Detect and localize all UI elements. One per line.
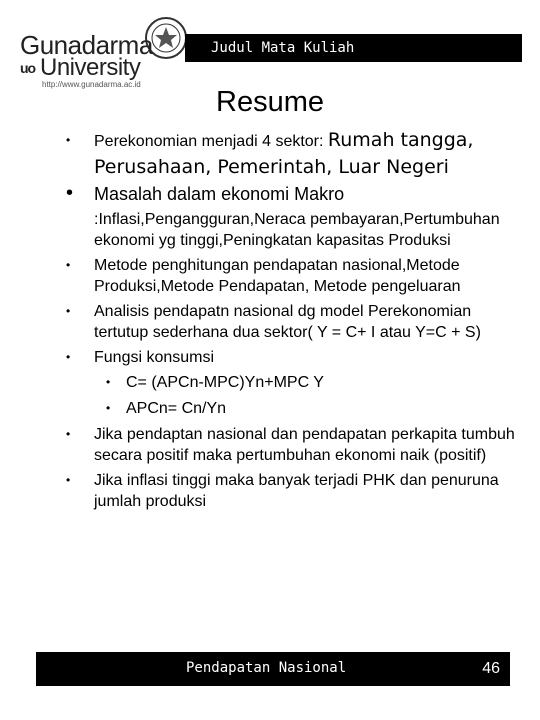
list-item-text: Perekonomian menjadi 4 sektor: xyxy=(94,133,328,150)
sub-list-item xyxy=(94,398,516,419)
sub-list-item-text: APCn= Cn/Yn xyxy=(126,400,227,417)
footer-bar xyxy=(36,652,510,686)
list-item-text-line2: Perusahaan, Pemerintah, Luar Negeri xyxy=(94,156,449,178)
bullet-icon: • xyxy=(66,304,71,318)
bullet-icon: • xyxy=(66,473,71,487)
list-item-text: Jika inflasi tinggi maka banyak terjadi PHK dan penuruna jumlah produksi xyxy=(94,472,499,510)
sub-list-item xyxy=(94,372,516,393)
list-item-text-tail: Rumah tangga, xyxy=(327,129,474,151)
bullet-icon: • xyxy=(66,350,71,364)
list-item xyxy=(66,470,516,512)
logo-text-gunadarma: Gunadarma xyxy=(20,30,153,60)
bullet-icon: • xyxy=(106,375,111,389)
bullet-list xyxy=(66,130,516,516)
bullet-icon: • xyxy=(66,182,74,204)
list-item xyxy=(66,347,516,368)
list-item xyxy=(66,182,516,207)
list-item-text: Masalah dalam ekonomi Makro xyxy=(94,184,345,204)
logo-prefix: uo xyxy=(20,60,36,76)
sub-list-item-text: C= (APCn-MPC)Yn+MPC Y xyxy=(126,374,324,391)
list-item-text: Fungsi konsumsi xyxy=(94,349,215,366)
list-item-text: :Inflasi,Pengangguran,Neraca pembayaran,Pertumbuhan ekonomi yg tinggi,Peningkatan kapasitas Produksi xyxy=(94,211,500,249)
list-item-text: Metode penghitungan pendapatan nasional,Metode Produksi,Metode Pendapatan, Metode pengeluaran xyxy=(94,257,461,295)
header-title: Judul Mata Kuliah xyxy=(211,40,355,56)
bullet-icon: • xyxy=(66,258,71,272)
list-item-text: Jika pendaptan nasional dan pendapatan perkapita tumbuh secara positif maka pertumbuhan ekonomi naik (positif) xyxy=(94,426,515,464)
bullet-icon: • xyxy=(66,133,71,147)
list-item-text: Analisis pendapatn nasional dg model Perekonomian tertutup sederhana dua sektor( Y = C+ I atau Y=C + S) xyxy=(94,303,481,341)
list-item xyxy=(66,130,516,178)
footer-title: Pendapatan Nasional xyxy=(186,660,347,676)
list-item xyxy=(66,301,516,343)
page-number: 46 xyxy=(482,660,500,677)
bullet-icon: • xyxy=(106,401,111,415)
page-title: Resume xyxy=(216,86,324,118)
university-logo xyxy=(16,12,186,92)
list-item xyxy=(66,255,516,297)
header-bar xyxy=(185,34,522,62)
list-item-continuation xyxy=(66,209,516,251)
logo-text-university: University xyxy=(40,54,141,81)
logo-url: http://www.gunadarma.ac.id xyxy=(42,80,141,89)
list-item xyxy=(66,424,516,466)
bullet-icon: • xyxy=(66,427,71,441)
